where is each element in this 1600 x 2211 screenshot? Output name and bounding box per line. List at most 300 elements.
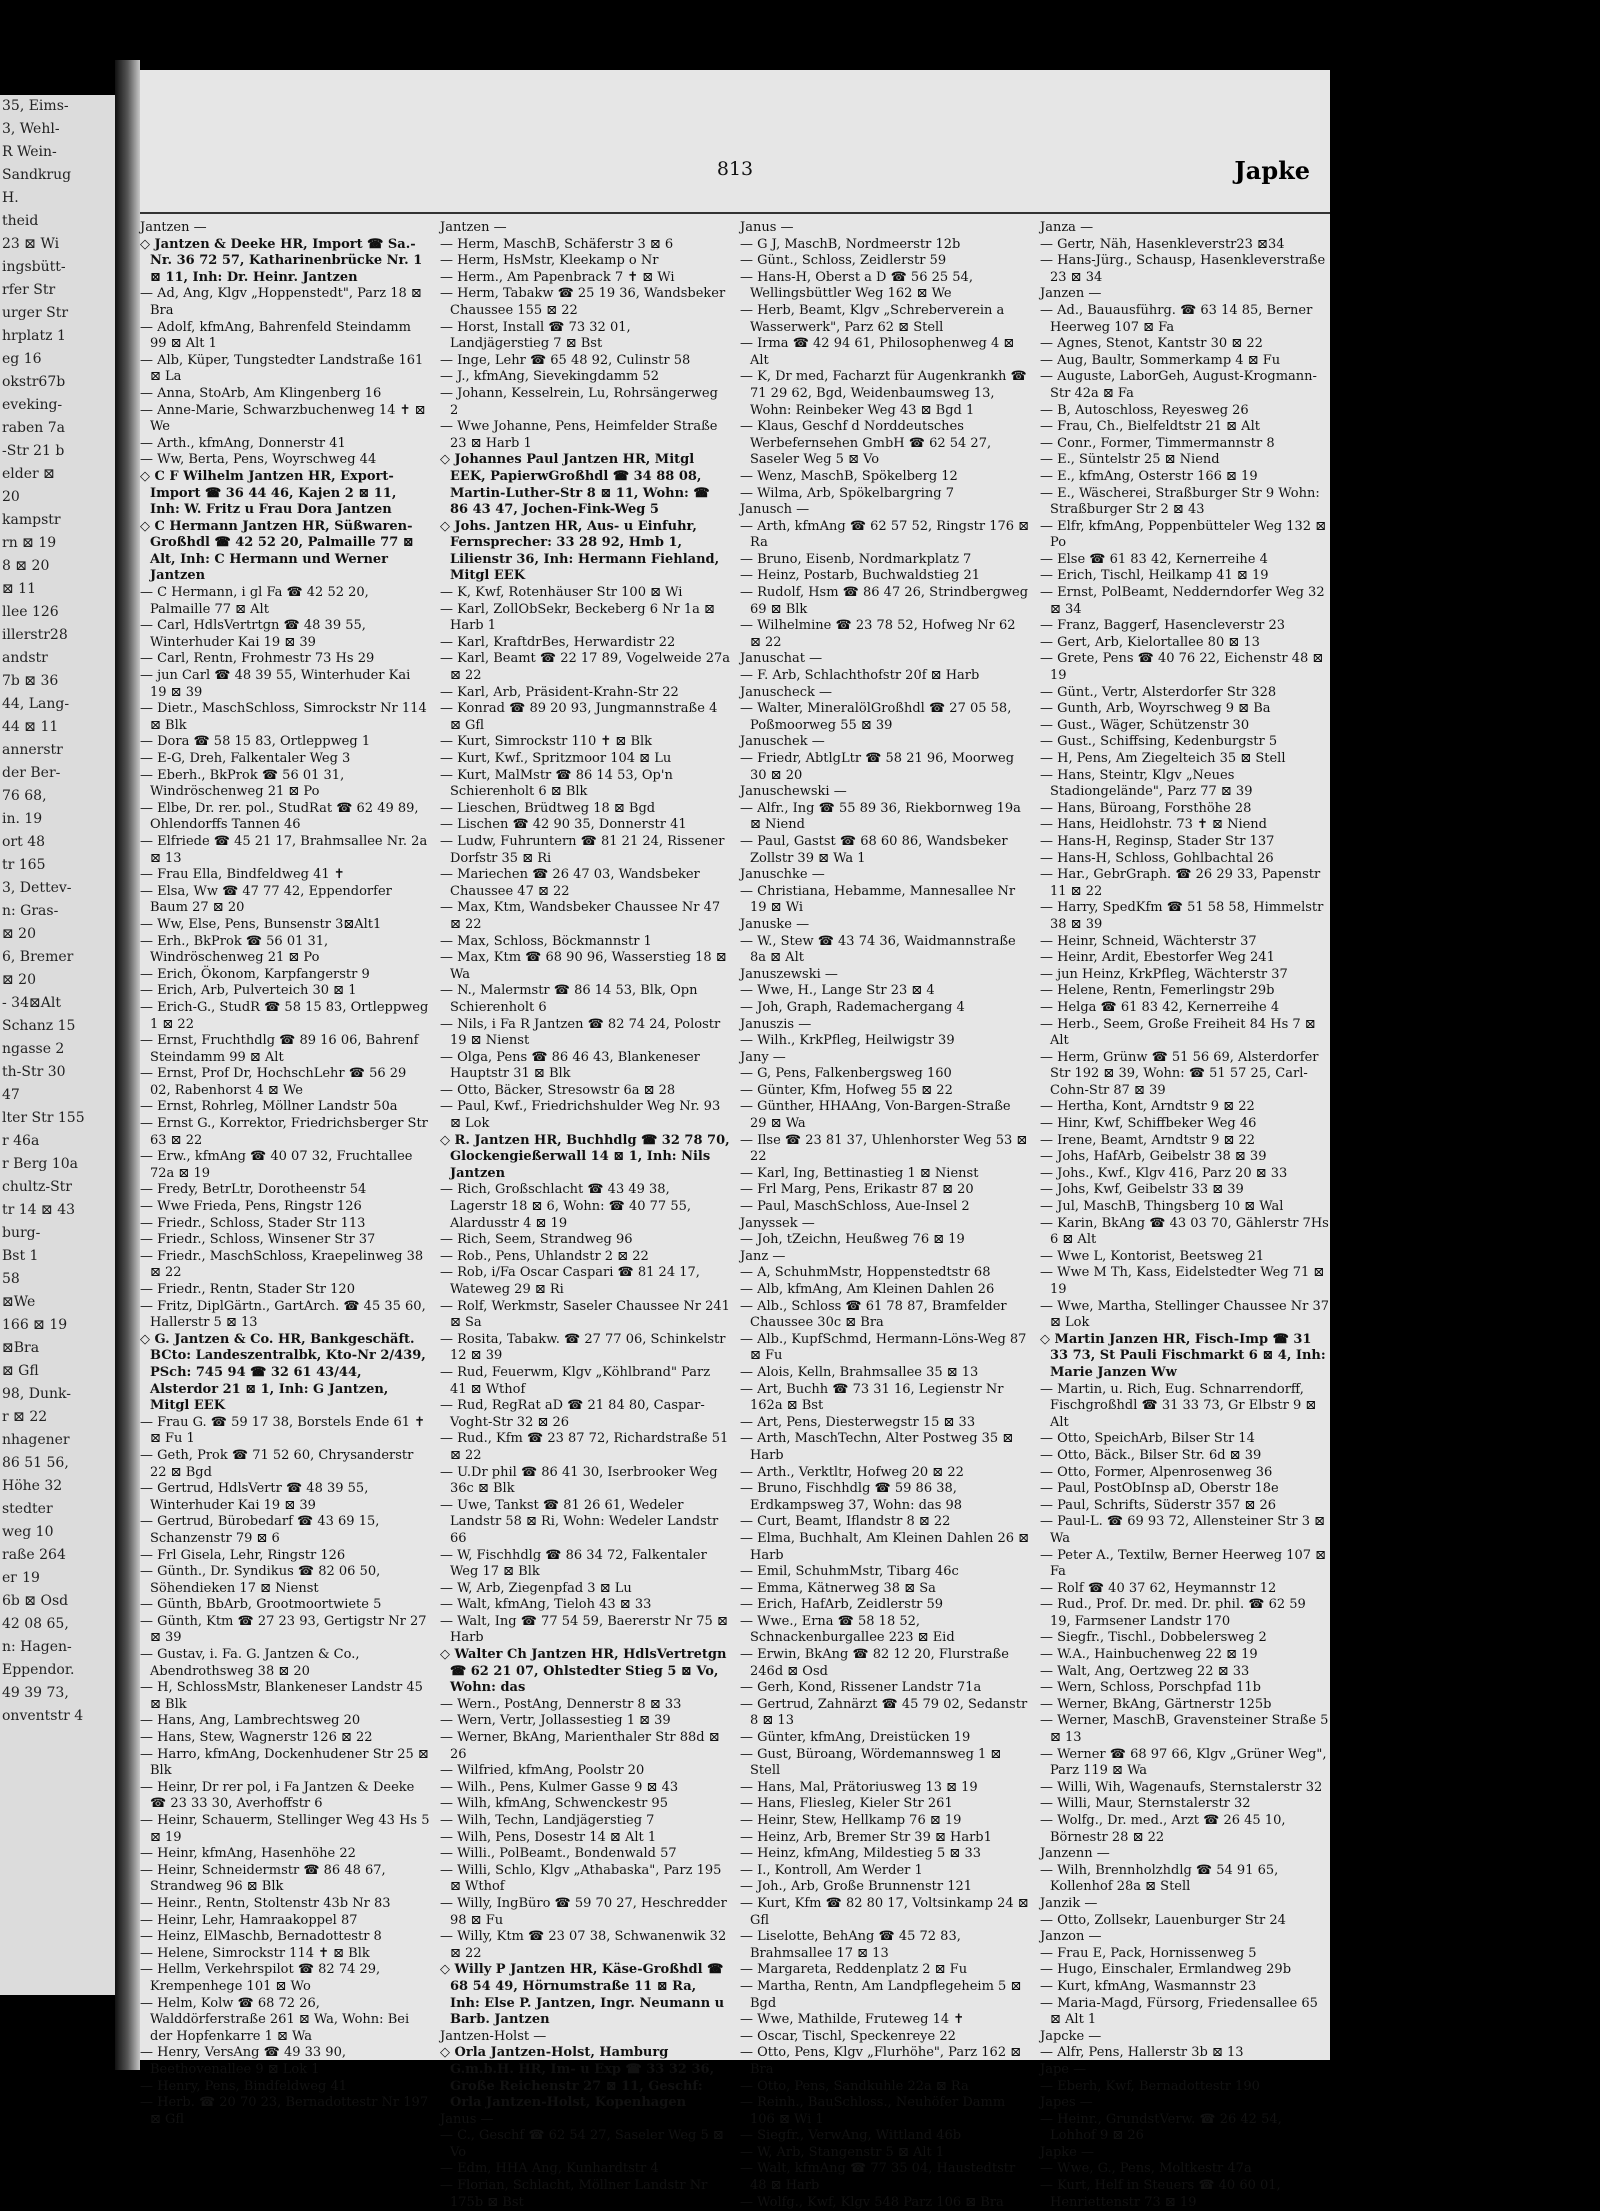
directory-entry: — Gust., Schiffsing, Kedenburgstr 5 <box>1040 734 1278 750</box>
directory-entry: — Werner, BkAng, Marienthaler Str 88d ⊠ 26 <box>440 1730 720 1762</box>
directory-entry: ◇ Willy P Jantzen HR, Käse-Großhdl ☎ 68 54 49, Hörnumstraße 11 ⊠ Ra, Inh: Else P. Jantzen, Ingr. Neumann u Barb. Jantzen <box>440 1962 725 2028</box>
fragment-line: ingsbütt- <box>2 259 66 275</box>
directory-entry: — Peter A., Textilw, Berner Heerweg 107 ⊠ Fa <box>1040 1547 1327 1580</box>
column-4 <box>1040 220 1330 2210</box>
entry-list <box>440 237 730 2211</box>
directory-entry: — Alb., KupfSchmd, Hermann-Löns-Weg 87 ⊠ Fu <box>740 1331 1027 1364</box>
directory-entry: — Rolf ☎ 40 37 62, Heymannstr 12 <box>1040 1580 1277 1596</box>
directory-entry: — Alfr, Pens, Hallerstr 3b ⊠ 13 <box>1040 2045 1244 2061</box>
directory-entry: — Siegfr., Tischl., Dobbelersweg 2 <box>1040 1630 1267 1646</box>
directory-entry: — Ernst, PolBeamt, Nedderndorfer Weg 32 ⊠ 34 <box>1040 585 1325 617</box>
directory-entry: — Alb, Küper, Tungstedter Landstraße 161 ⊠ La <box>140 352 424 385</box>
column-heading: Jantzen — <box>440 220 507 235</box>
fragment-line: 42 08 65, <box>2 1616 69 1632</box>
directory-entry: — Willy, Ktm ☎ 23 07 38, Schwanenwik 32 ⊠ 22 <box>440 1929 727 1961</box>
surname-heading: Jape — <box>1040 2061 1087 2077</box>
fragment-line: 3, Wehl- <box>2 121 60 137</box>
fragment-line: 23 ⊠ Wi <box>2 236 60 252</box>
fragment-line: raben 7a <box>2 420 66 436</box>
directory-entry: — Wwe Frieda, Pens, Ringstr 126 <box>140 1199 362 1215</box>
directory-entry: — Hans, Ang, Lambrechtsweg 20 <box>140 1713 361 1729</box>
directory-entry: — C., Geschf ☎ 62 54 27, Saseler Weg 5 ⊠ Vo <box>440 2128 724 2160</box>
fragment-line: 86 51 56, <box>2 1455 69 1471</box>
fragment-line: nhagener <box>2 1432 70 1448</box>
directory-entry: — Wwe M Th, Kass, Eidelstedter Weg 71 ⊠ 19 <box>1040 1265 1325 1297</box>
fragment-line: elder ⊠ <box>2 466 55 482</box>
directory-entry: — Alb., Schloss ☎ 61 78 87, Bramfelder Chaussee 30c ⊠ Bra <box>740 1298 1007 1331</box>
fragment-line: onventstr 4 <box>2 1708 84 1724</box>
directory-entry: — Gert, Arb, Kielortallee 80 ⊠ 13 <box>1040 634 1260 650</box>
directory-entry: — Günth, Ktm ☎ 27 23 93, Gertigstr Nr 27 ⊠ 39 <box>140 1613 427 1646</box>
directory-entry: — W, Fischhdlg ☎ 86 34 72, Falkentaler Weg 17 ⊠ Blk <box>440 1547 707 1580</box>
directory-entry: — Heinr, Schauerm, Stellinger Weg 43 Hs 5 ⊠ 19 <box>140 1813 430 1845</box>
directory-entry: — Elma, Buchhalt, Am Kleinen Dahlen 26 ⊠ Harb <box>740 1530 1030 1563</box>
directory-entry: — Wwe Johanne, Pens, Heimfelder Straße 23 ⊠ Harb 1 <box>440 419 718 451</box>
fragment-line: ⊠ 20 <box>2 926 36 942</box>
scan-background <box>1330 0 1600 2177</box>
directory-entry: — Ernst, Fruchthdlg ☎ 89 16 06, Bahrenf Steindamm 99 ⊠ Alt <box>140 1033 419 1065</box>
directory-entry: — W, Arb, Ziegenpfad 3 ⊠ Lu <box>440 1580 632 1596</box>
directory-entry: — Geth, Prok ☎ 71 52 60, Chrysanderstr 22 ⊠ Bgd <box>140 1447 414 1480</box>
directory-entry: — Helm, Kolw ☎ 68 72 26, Walddörferstraße 261 ⊠ Wa, Wohn: Bei der Hopfenkarre 1 ⊠ Wa <box>140 1995 410 2044</box>
directory-entry: — Franz, Baggerf, Hasencleverstr 23 <box>1040 618 1286 634</box>
fragment-line: ег 19 <box>2 1570 40 1586</box>
surname-heading: Japke — <box>1040 2144 1094 2160</box>
directory-entry: — Karl, KraftdrBes, Herwardistr 22 <box>440 634 676 650</box>
directory-entry: ◇ C Hermann Jantzen HR, Süßwaren-Großhdl ☎ 42 52 20, Palmaille 77 ⊠ Alt, Inh: C Hermann und Werner Jantzen <box>140 518 414 584</box>
fragment-line: H. <box>2 190 19 206</box>
directory-entry: ◇ G. Jantzen & Co. HR, Bankgeschäft. BCto: Landeszentralbk, Kto-Nr 2/439, PSch: 745 94 ☎ 32 61 43/44, Alsterdor 21 ⊠ 1, Inh: G Jantzen, Mitgl EEK <box>140 1331 426 1414</box>
fragment-line: okstr67b <box>2 374 66 390</box>
directory-entry: — Ernst, Rohrleg, Möllner Landstr 50a <box>140 1099 398 1115</box>
directory-entry: — Alb, kfmAng, Am Kleinen Dahlen 26 <box>740 1282 995 1297</box>
column-heading: Janus — <box>740 220 794 235</box>
fragment-line: burg- <box>2 1225 41 1241</box>
surname-heading: Janzen — <box>1040 286 1102 302</box>
directory-entry: — Hans-H, Schloss, Gohlbachtal 26 <box>1040 850 1274 866</box>
directory-entry: — Inge, Lehr ☎ 65 48 92, Culinstr 58 <box>440 352 691 368</box>
fragment-line: rn ⊠ 19 <box>2 535 57 551</box>
directory-entry: — Nils, i Fa R Jantzen ☎ 82 74 24, Polostr 19 ⊠ Nienst <box>440 1016 721 1049</box>
directory-entry: — Heinz, kfmAng, Mildestieg 5 ⊠ 33 <box>740 1846 981 1862</box>
directory-entry: — Rud, Feuerwm, Klgv „Köhlbrand" Parz 41 ⊠ Wthof <box>440 1364 711 1397</box>
directory-entry: — Werner ☎ 68 97 66, Klgv „Grüner Weg", Parz 119 ⊠ Wa <box>1040 1746 1327 1779</box>
directory-entry: — Florian, Schlacht, Möllner Landstr Nr 175b ⊠ Bst <box>440 2178 708 2210</box>
fragment-line: ort 48 <box>2 834 46 850</box>
directory-entry: — Willi, Schlo, Klgv „Athabaska", Parz 195 ⊠ Wthof <box>440 1862 722 1895</box>
directory-entry: — Gunth, Arb, Woyrschweg 9 ⊠ Ba <box>1040 701 1271 717</box>
directory-entry: — Wilhelmine ☎ 23 78 52, Hofweg Nr 62 ⊠ 22 <box>740 618 1016 650</box>
directory-entry: — Liselotte, BehAng ☎ 45 72 83, Brahmsallee 17 ⊠ 13 <box>740 1929 961 1961</box>
fragment-line: 98, Dunk- <box>2 1386 71 1402</box>
directory-entry: — Emil, SchuhmMstr, Tibarg 46c <box>740 1564 959 1580</box>
directory-entry: — Walt, Ang, Oertzweg 22 ⊠ 33 <box>1040 1663 1250 1679</box>
fragment-line: 44 ⊠ 11 <box>2 719 59 735</box>
surname-heading: Janus — <box>440 2111 494 2127</box>
directory-entry: — Olga, Pens ☎ 86 46 43, Blankeneser Hauptstr 31 ⊠ Blk <box>440 1049 700 1082</box>
directory-entry: — Gertrud, Zahnärzt ☎ 45 79 02, Sedanstr 8 ⊠ 13 <box>740 1696 1028 1729</box>
directory-entry: — Kurt, Simrockstr 110 ✝ ⊠ Blk <box>440 734 653 750</box>
fragment-line: lter Str 155 <box>2 1110 85 1126</box>
fragment-line: raße 264 <box>2 1547 66 1563</box>
directory-entry: — Wilh, kfmAng, Schwenckestr 95 <box>440 1796 668 1812</box>
fragment-line: 49 39 73, <box>2 1685 69 1701</box>
directory-entry: — Ww, Else, Pens, Bunsenstr 3⊠Alt1 <box>140 916 382 932</box>
directory-entry: — Frl Marg, Pens, Erikastr 87 ⊠ 20 <box>740 1182 974 1198</box>
fragment-line: rfer Str <box>2 282 56 298</box>
directory-entry: — Har., GebrGraph. ☎ 26 29 33, Papenstr 11 ⊠ 22 <box>1040 867 1321 899</box>
directory-entry: — Rudolf, Hsm ☎ 86 47 26, Strindbergweg 69 ⊠ Blk <box>740 585 1029 617</box>
directory-page <box>140 70 1330 2210</box>
directory-entry: — Heinr, Ardit, Ebestorfer Weg 241 <box>1040 950 1275 966</box>
surname-heading: Janzon — <box>1040 1929 1102 1945</box>
fragment-line: 7b ⊠ 36 <box>2 673 59 689</box>
directory-entry: — Elfr, kfmAng, Poppenbütteler Weg 132 ⊠ Po <box>1040 518 1327 551</box>
directory-entry: — Konrad ☎ 89 20 93, Jungmannstraße 4 ⊠ Gfl <box>440 701 718 733</box>
directory-entry: — Elsa, Ww ☎ 47 77 42, Eppendorfer Baum 27 ⊠ 20 <box>140 883 392 916</box>
directory-entry: — Hans, Heidlohstr. 73 ✝ ⊠ Niend <box>1040 817 1267 833</box>
surname-heading: Januszis — <box>740 1016 812 1032</box>
directory-entry: — Johs, HafArb, Geibelstr 38 ⊠ 39 <box>1040 1149 1267 1165</box>
directory-entry: — Paul, Kwf., Friedrichshulder Weg Nr. 93 ⊠ Lok <box>440 1099 721 1132</box>
directory-entry: — Gertr, Näh, Hasenkleverstr23 ⊠34 <box>1040 236 1285 252</box>
directory-entry: — Walt, Ing ☎ 77 54 59, Baererstr Nr 75 ⊠ Harb <box>440 1613 728 1646</box>
directory-entry: — Joh., Arb, Große Brunnenstr 121 <box>740 1879 973 1895</box>
directory-entry: — Wilh, Pens, Dosestr 14 ⊠ Alt 1 <box>440 1829 657 1845</box>
entry-list <box>140 237 430 2129</box>
directory-entry: — Rud, RegRat aD ☎ 21 84 80, Caspar-Voght-Str 32 ⊠ 26 <box>440 1398 705 1430</box>
directory-entry: — Wwe, Mathilde, Fruteweg 14 ✝ <box>740 2012 965 2028</box>
directory-entry: — E., Süntelstr 25 ⊠ Niend <box>1040 452 1220 468</box>
directory-entry: — Gustav, i. Fa. G. Jantzen & Co., Abendrothsweg 38 ⊠ 20 <box>140 1647 360 1679</box>
directory-entry: — Siegfr., VerwAng, Wittland 46b <box>740 2128 962 2144</box>
directory-entry: — Heinr, Schneidermstr ☎ 86 48 67, Strandweg 96 ⊠ Blk <box>140 1862 386 1895</box>
directory-entry: — Hinr, Kwf, Schiffbeker Weg 46 <box>1040 1116 1257 1132</box>
directory-entry: — G, Pens, Falkenbergsweg 160 <box>740 1066 952 1082</box>
directory-entry: — Elfriede ☎ 45 21 17, Brahmsallee Nr. 2a ⊠ 13 <box>140 833 428 866</box>
directory-entry: — Otto, Former, Alpenrosenweg 36 <box>1040 1464 1273 1480</box>
fragment-line: chultz-Str <box>2 1179 72 1195</box>
directory-entry: — Hertha, Kont, Arndtstr 9 ⊠ 22 <box>1040 1099 1255 1115</box>
directory-entry: — Art, Buchh ☎ 73 31 16, Legienstr Nr 162a ⊠ Bst <box>740 1381 1004 1414</box>
directory-entry: — Oscar, Tischl, Speckenreye 22 <box>740 2028 956 2044</box>
directory-entry: — Herm, HsMstr, Kleekamp o Nr <box>440 253 659 269</box>
directory-entry: — Irene, Beamt, Arndtstr 9 ⊠ 22 <box>1040 1132 1256 1148</box>
directory-entry: — Wenz, MaschB, Spökelberg 12 <box>740 468 958 484</box>
directory-entry: — Wilh., Pens, Kulmer Gasse 9 ⊠ 43 <box>440 1779 679 1795</box>
directory-entry: — B, Autoschloss, Reyesweg 26 <box>1040 402 1249 418</box>
directory-entry: — Helene, Rentn, Femerlingstr 29b <box>1040 983 1275 999</box>
fragment-line: R Wein- <box>2 144 57 160</box>
directory-entry: — Otto, SpeichArb, Bilser Str 14 <box>1040 1431 1255 1447</box>
directory-entry: — I., Kontroll, Am Werder 1 <box>740 1862 923 1878</box>
directory-entry: — Kurt, Kwf., Spritzmoor 104 ⊠ Lu <box>440 751 672 766</box>
directory-entry: — Erich, Ökonom, Karpfangerstr 9 <box>140 966 370 982</box>
directory-entry: — Conr., Former, Timmermannstr 8 <box>1040 435 1275 451</box>
directory-entry: ◇ Jantzen & Deeke HR, Import ☎ Sa.-Nr. 36 72 57, Katharinenbrücke Nr. 1 ⊠ 11, Inh: Dr. Heinr. Jantzen <box>140 236 423 285</box>
fragment-line: theid <box>2 213 39 229</box>
directory-entry: — Karl, Beamt ☎ 22 17 89, Vogelweide 27a ⊠ 22 <box>440 651 731 684</box>
entry-list <box>740 237 1030 2211</box>
directory-entry: — Reinh., BauSchloss., Neuhöfer Damm 106 ⊠ Wi 1 <box>740 2095 1006 2127</box>
directory-entry: — Frau E, Pack, Hornissenweg 5 <box>1040 1945 1257 1961</box>
surname-heading: Januszewski — <box>740 966 838 982</box>
fragment-line: 35, Eims- <box>2 98 69 114</box>
surname-heading: Jany — <box>740 1049 786 1065</box>
directory-entry: — Dora ☎ 58 15 83, Ortleppweg 1 <box>140 734 371 750</box>
fragment-line: 8 ⊠ 20 <box>2 558 50 574</box>
directory-entry: — Rich, Großschlacht ☎ 43 49 38, Lagerstr 18 ⊠ 6, Wohn: ☎ 40 77 55, Alardusstr 4 ⊠ 19 <box>440 1182 692 1231</box>
directory-entry: — Rich, Seem, Strandweg 96 <box>440 1232 633 1248</box>
directory-entry: — Arth., Verktltr, Hofweg 20 ⊠ 22 <box>740 1464 964 1480</box>
directory-entry: — A, SchuhmMstr, Hoppenstedtstr 68 <box>740 1265 991 1281</box>
previous-page-fragment <box>0 95 115 1995</box>
fragment-line: der Ber- <box>2 765 61 781</box>
directory-entry: — F. Arb, Schlachthofstr 20f ⊠ Harb <box>740 668 980 684</box>
directory-entry: — Rud., Kfm ☎ 23 87 72, Richardstraße 51 ⊠ 22 <box>440 1431 729 1463</box>
directory-entry: — Edm, HHA Ang, Kunhardtstr 4 <box>440 2161 659 2177</box>
directory-entry: — E., Wäscherei, Straßburger Str 9 Wohn: Straßburger Str 2 ⊠ 43 <box>1040 485 1320 518</box>
fragment-line: annerstr <box>2 742 63 758</box>
running-head: Japke <box>1234 156 1310 185</box>
directory-entry: — Joh, Graph, Rademachergang 4 <box>740 999 965 1015</box>
directory-entry: — Günt., Schloss, Zeidlerstr 59 <box>740 253 947 269</box>
directory-entry: — Helene, Simrockstr 114 ✝ ⊠ Blk <box>140 1945 370 1961</box>
directory-entry: — Eberh., BkProk ☎ 56 01 31, Windröschenweg 21 ⊠ Po <box>140 767 345 800</box>
directory-entry: — Wilma, Arb, Spökelbargring 7 <box>740 485 954 501</box>
directory-entry: — W., Stew ☎ 43 74 36, Waidmannstraße 8a ⊠ Alt <box>740 933 1016 966</box>
fragment-line: in. 19 <box>2 811 43 827</box>
book-gutter <box>115 60 140 2070</box>
directory-entry: — Walt, kfmAng ☎ 77 35 04, Haustedtstr 48 ⊠ Harb <box>740 2161 1016 2194</box>
directory-entry: — Mariechen ☎ 26 47 03, Wandsbeker Chaussee 47 ⊠ 22 <box>440 867 700 899</box>
directory-entry: — Hans, Fliesleg, Kieler Str 261 <box>740 1796 953 1812</box>
surname-heading: Janyssek — <box>740 1215 815 1231</box>
directory-entry: — Frau G. ☎ 59 17 38, Borstels Ende 61 ✝ ⊠ Fu 1 <box>140 1414 426 1447</box>
surname-heading: Janusch — <box>740 502 810 518</box>
directory-entry: — Jul, MaschB, Thingsberg 10 ⊠ Wal <box>1040 1199 1284 1215</box>
directory-entry: — Dietr., MaschSchloss, Simrockstr Nr 114 ⊠ Blk <box>140 701 427 733</box>
directory-entry: — Hans, Steintr, Klgv „Neues Stadiongelände", Parz 77 ⊠ 39 <box>1040 767 1253 800</box>
fragment-line: kampstr <box>2 512 61 528</box>
directory-entry: — Ad, Ang, Klgv „Hoppenstedt", Parz 18 ⊠ Bra <box>140 286 422 318</box>
directory-entry: — Johs., Kwf., Klgv 416, Parz 20 ⊠ 33 <box>1040 1165 1288 1181</box>
directory-entry: — Gust., Wäger, Schützenstr 30 <box>1040 717 1250 733</box>
fragment-line: 58 <box>2 1271 20 1287</box>
directory-entry: — Heinr, Stew, Hellkamp 76 ⊠ 19 <box>740 1813 962 1828</box>
directory-entry: — Wwe., Erna ☎ 58 18 52, Schnackenburgallee 223 ⊠ Eid <box>740 1613 955 1646</box>
directory-entry: — Heinr., Rentn, Stoltenstr 43b Nr 83 <box>140 1895 391 1911</box>
fragment-line: r 46a <box>2 1133 40 1149</box>
directory-entry: ◇ Johannes Paul Jantzen HR, Mitgl EEK, PapierwGroßhdl ☎ 34 88 08, Martin-Luther-Str 8 ⊠ 11, Wohn: ☎ 86 43 47, Jochen-Fink-Weg 5 <box>440 452 710 518</box>
fragment-line: 47 <box>2 1087 20 1103</box>
fragment-line: 166 ⊠ 19 <box>2 1317 68 1333</box>
directory-entry: — Friedr., Schloss, Winsener Str 37 <box>140 1232 376 1248</box>
surname-heading: Januschek — <box>740 734 825 750</box>
fragment-line: tr 165 <box>2 857 46 873</box>
fragment-line: andstr <box>2 650 48 666</box>
directory-entry: — Wwe L, Kontorist, Beetsweg 21 <box>1040 1248 1265 1264</box>
directory-entry: — Rud., Prof. Dr. med. Dr. phil. ☎ 62 59 19, Farmsener Landstr 170 <box>1040 1597 1306 1629</box>
directory-entry: — Harry, SpedKfm ☎ 51 58 58, Himmelstr 38 ⊠ 39 <box>1040 900 1324 932</box>
directory-entry: — Erich, HafArb, Zeidlerstr 59 <box>740 1597 944 1613</box>
fragment-line: -Str 21 b <box>2 443 65 459</box>
directory-entry: — G J, MaschB, Nordmeerstr 12b <box>740 236 961 252</box>
directory-entry: — Johs, Kwf, Geibelstr 33 ⊠ 39 <box>1040 1182 1244 1198</box>
directory-entry: — Herm, MaschB, Schäferstr 3 ⊠ 6 <box>440 236 674 252</box>
surname-heading: Januske — <box>740 916 810 932</box>
directory-entry: — Erwin, BkAng ☎ 82 12 20, Flurstraße 246d ⊠ Osd <box>740 1647 1009 1679</box>
directory-entry: — Helga ☎ 61 83 42, Kernerreihe 4 <box>1040 999 1280 1015</box>
directory-entry: — Joh, tZeichn, Heußweg 76 ⊠ 19 <box>740 1232 965 1248</box>
directory-entry: — Günter, Kfm, Hofweg 55 ⊠ 22 <box>740 1082 953 1098</box>
directory-entry: — Paul, Schrifts, Süderstr 357 ⊠ 26 <box>1040 1497 1277 1513</box>
directory-entry: — Heinr, Schneid, Wächterstr 37 <box>1040 933 1257 949</box>
directory-entry: — Curt, Beamt, Iflandstr 8 ⊠ 22 <box>740 1514 951 1530</box>
page-number: 813 <box>716 158 754 180</box>
directory-entry: — Herm., Am Papenbrack 7 ✝ ⊠ Wi <box>440 269 675 285</box>
directory-entry: ◇ Johs. Jantzen HR, Aus- u Einfuhr, Fernsprecher: 33 28 92, Hmb 1, Lilienstr 36, Inh: Hermann Fiehland, Mitgl EEK <box>440 518 720 584</box>
directory-entry: — Wwe, H., Lange Str 23 ⊠ 4 <box>740 983 935 999</box>
directory-entry: — Otto, Bäcker, Stresowstr 6a ⊠ 28 <box>440 1082 676 1098</box>
directory-entry: — Gertrud, Bürobedarf ☎ 43 69 15, Schanzenstr 79 ⊠ 6 <box>140 1514 380 1546</box>
surname-heading: Janz — <box>740 1248 786 1264</box>
directory-entry: — Frl Gisela, Lehr, Ringstr 126 <box>140 1547 346 1563</box>
directory-entry: — Heinr, kfmAng, Hasenhöhe 22 <box>140 1846 356 1862</box>
directory-entry: — Martin, u. Rich, Eug. Schnarrendorff, Fischgroßhdl ☎ 31 33 73, Gr Elbstr 9 ⊠ Alt <box>1040 1381 1317 1430</box>
directory-entry: — Heinz, Postarb, Buchwaldstieg 21 <box>740 568 980 584</box>
fragment-line: r Berg 10a <box>2 1156 78 1172</box>
directory-entry: ◇ Martin Janzen HR, Fisch-Imp ☎ 31 33 73, St Pauli Fischmarkt 6 ⊠ 4, Inh: Marie Janzen Ww <box>1040 1331 1326 1380</box>
directory-entry: — Ww, Berta, Pens, Woyrschweg 44 <box>140 452 377 468</box>
directory-entry: — Henry, VersAng ☎ 49 33 90, Beethovenallee 9 ⊠ Lok 1 <box>140 2045 346 2077</box>
directory-entry: — Wilh, Brennholzhdlg ☎ 54 91 65, Kollenhof 28a ⊠ Stell <box>1040 1862 1279 1895</box>
directory-entry: — Karl, Ing, Bettinastieg 1 ⊠ Nienst <box>740 1165 979 1181</box>
fragment-line: eveking- <box>2 397 63 413</box>
fragment-line: Sandkrug <box>2 167 72 183</box>
directory-entry: — Anna, StoArb, Am Klingenberg 16 <box>140 385 382 401</box>
directory-entry: — Else ☎ 61 83 42, Kernerreihe 4 <box>1040 551 1268 567</box>
directory-entry: — Karin, BkAng ☎ 43 03 70, Gählerstr 7Hs 6 ⊠ Alt <box>1040 1215 1329 1248</box>
directory-entry: ◇ R. Jantzen HR, Buchhdlg ☎ 32 78 70, Glockengießerwall 14 ⊠ 1, Inh: Nils Jantzen <box>440 1132 730 1181</box>
directory-entry: — Wwe, Martha, Stellinger Chaussee Nr 37 ⊠ Lok <box>1040 1298 1330 1331</box>
directory-entry: — Friedr., Rentn, Stader Str 120 <box>140 1282 355 1297</box>
directory-entry: — Auguste, LaborGeh, August-Krogmann-Str 42a ⊠ Fa <box>1040 369 1317 401</box>
fragment-line: - 34⊠Alt <box>2 995 61 1011</box>
directory-entry: — Friedr., MaschSchloss, Kraepelinweg 38 ⊠ 22 <box>140 1248 424 1281</box>
directory-entry: — Kurt, kfmAng, Wasmannstr 23 <box>1040 1978 1257 1994</box>
fragment-line: stedter <box>2 1501 53 1517</box>
column-3 <box>740 220 1030 2210</box>
directory-entry: — Hans-H, Reginsp, Stader Str 137 <box>1040 833 1275 849</box>
directory-entry: — Walt, kfmAng, Tieloh 43 ⊠ 33 <box>440 1597 652 1613</box>
directory-entry: — H, SchlossMstr, Blankeneser Landstr 45 ⊠ Blk <box>140 1680 423 1712</box>
directory-entry: — Hans, Büroang, Forsthöhe 28 <box>1040 800 1252 816</box>
fragment-line: ⊠We <box>2 1294 36 1310</box>
directory-entry: — Martha, Rentn, Am Landpflegeheim 5 ⊠ Bgd <box>740 1978 1022 2011</box>
directory-entry: — Paul, Gastst ☎ 68 60 86, Wandsbeker Zollstr 39 ⊠ Wa 1 <box>740 833 1008 866</box>
directory-entry: — Art, Pens, Diesterwegstr 15 ⊠ 33 <box>740 1414 976 1430</box>
directory-entry: — Carl, Rentn, Frohmestr 73 Hs 29 <box>140 651 375 667</box>
fragment-line: 44, Lang- <box>2 696 70 712</box>
directory-entry: — Max, Schloss, Böckmannstr 1 <box>440 933 652 949</box>
directory-entry: — Adolf, kfmAng, Bahrenfeld Steindamm 99 ⊠ Alt 1 <box>140 319 411 352</box>
directory-entry: — Günter, kfmAng, Dreistücken 19 <box>740 1730 971 1746</box>
directory-entry: — Wilfried, kfmAng, Poolstr 20 <box>440 1763 645 1779</box>
directory-entry: — Wwe, G., Pens, Moltkestr 47a <box>1040 2161 1252 2177</box>
directory-entry: — Willi, Maur, Sternstalerstr 32 <box>1040 1796 1251 1812</box>
fragment-line: tr 14 ⊠ 43 <box>2 1202 76 1218</box>
directory-entry: — Günther, HHAAng, Von-Bargen-Straße 29 ⊠ Wa <box>740 1099 1011 1132</box>
directory-entry: — Hans-H, Oberst a D ☎ 56 25 54, Wellingsbüttler Weg 162 ⊠ We <box>740 269 973 302</box>
directory-entry: — Ludw, Fuhruntern ☎ 81 21 24, Rissener Dorfstr 35 ⊠ Ri <box>440 833 725 866</box>
directory-entry: — Max, Ktm ☎ 68 90 96, Wasserstieg 18 ⊠ Wa <box>440 950 727 982</box>
directory-entry: — Rob, i/Fa Oscar Caspari ☎ 81 24 17, Wateweg 29 ⊠ Ri <box>440 1265 700 1297</box>
fragment-line: Bst 1 <box>2 1248 39 1264</box>
fragment-line: 6, Bremer <box>2 949 74 965</box>
directory-entry: — Rolf, Werkmstr, Saseler Chaussee Nr 241 ⊠ Sa <box>440 1298 730 1331</box>
directory-entry: — Otto, Pens, Sandkuhle 22a ⊠ Ra <box>740 2078 969 2094</box>
directory-entry: — Heinz, Arb, Bremer Str 39 ⊠ Harb1 <box>740 1829 992 1845</box>
fragment-line: n: Hagen- <box>2 1639 72 1655</box>
header-rule <box>140 212 1330 214</box>
fragment-line: illerstr28 <box>2 627 68 643</box>
directory-entry: — Erh., BkProk ☎ 56 01 31, Windröschenweg 21 ⊠ Po <box>140 933 329 966</box>
directory-entry: — E., kfmAng, Osterstr 166 ⊠ 19 <box>1040 468 1258 484</box>
directory-entry: — Werner, MaschB, Gravensteiner Straße 5 ⊠ 13 <box>1040 1713 1329 1746</box>
fragment-line: ⊠ 11 <box>2 581 36 597</box>
directory-entry: — Wilh., KrkPfleg, Heilwigstr 39 <box>740 1033 955 1049</box>
fragment-line: 6b ⊠ Osd <box>2 1593 69 1609</box>
directory-entry: ◇ C F Wilhelm Jantzen HR, Export-Import ☎ 36 44 46, Kajen 2 ⊠ 11, Inh: W. Fritz u Frau Dora Jantzen <box>140 468 397 518</box>
fragment-line: 3, Dettev- <box>2 880 72 896</box>
directory-entry: ◇ Orla Jantzen-Holst, Hamburg G.m.b.H. HR, Im- u Exp ☎ 33 32 36, Große Reichenstr 27 ⊠ 11, Geschf: Orla Jantzen-Holst, Kopenhagen <box>440 2045 715 2111</box>
directory-entry: — Arth., kfmAng, Donnerstr 41 <box>140 435 346 451</box>
surname-heading: Japcke — <box>1040 2028 1102 2044</box>
directory-entry: — Heinr, Lehr, Hamraakoppel 87 <box>140 1912 358 1928</box>
directory-entry: — Herb, Beamt, Klgv „Schreberverein a Wasserwerk", Parz 62 ⊠ Stell <box>740 302 1005 335</box>
directory-entry: — Carl, HdlsVertrtgn ☎ 48 39 55, Winterhuder Kai 19 ⊠ 39 <box>140 618 366 650</box>
fragment-line: eg 16 <box>2 351 42 367</box>
directory-entry: — Herb., Seem, Große Freiheit 84 Hs 7 ⊠ Alt <box>1040 1016 1316 1049</box>
directory-entry: — Karl, ZollObSekr, Beckeberg 6 Nr 1a ⊠ Harb 1 <box>440 601 715 634</box>
page-header <box>140 158 1330 198</box>
directory-entry: — Gust, Büroang, Wördemannsweg 1 ⊠ Stell <box>740 1746 1002 1779</box>
surname-heading: Januschat — <box>740 651 823 667</box>
fragment-line: ngasse 2 <box>2 1041 65 1057</box>
directory-entry: — Frau Ella, Bindfeldweg 41 ✝ <box>140 867 345 883</box>
directory-entry: — K, Kwf, Rotenhäuser Str 100 ⊠ Wi <box>440 585 683 601</box>
directory-entry: — Max, Ktm, Wandsbeker Chaussee Nr 47 ⊠ 22 <box>440 900 721 932</box>
directory-entry: — jun Heinz, KrkPfleg, Wächterstr 37 <box>1040 966 1288 982</box>
directory-entry: — Hans, Stew, Wagnerstr 126 ⊠ 22 <box>140 1730 373 1746</box>
directory-entry: — Kurt, Kfm ☎ 82 80 17, Voltsinkamp 24 ⊠ Gfl <box>740 1895 1029 1928</box>
directory-entry: — Heinr, Dr rer pol, i Fa Jantzen & Deeke ☎ 23 33 30, Averhoffstr 6 <box>140 1779 415 1812</box>
directory-entry: — Karl, Arb, Präsident-Krahn-Str 22 <box>440 684 679 700</box>
directory-entry: — Günt., Vertr, Alsterdorfer Str 328 <box>1040 684 1277 700</box>
directory-entry: — Wolfg., Dr. med., Arzt ☎ 26 45 10, Börnestr 28 ⊠ 22 <box>1040 1813 1286 1845</box>
directory-entry: — Fritz, DiplGärtn., GartArch. ☎ 45 35 60, Hallerstr 5 ⊠ 13 <box>140 1298 426 1331</box>
directory-entry: — Walter, MineralölGroßhdl ☎ 27 05 58, Poßmoorweg 55 ⊠ 39 <box>740 701 1012 733</box>
fragment-line: th-Str 30 <box>2 1064 66 1080</box>
column-2 <box>440 220 731 2210</box>
entry-list <box>1040 237 1330 2211</box>
directory-entry: — Günth, BbArb, Grootmoortwiete 5 <box>140 1597 382 1613</box>
fragment-line: llee 126 <box>2 604 59 620</box>
directory-entry: — Ad., Bauausführg. ☎ 63 14 85, Berner Heerweg 107 ⊠ Fa <box>1040 302 1313 335</box>
directory-entry: — W.A., Hainbuchenweg 22 ⊠ 19 <box>1040 1647 1258 1663</box>
directory-entry: — Herb. ☎ 20 70 23, Bernadottestr Nr 197 ⊠ Gfl <box>140 2095 429 2127</box>
